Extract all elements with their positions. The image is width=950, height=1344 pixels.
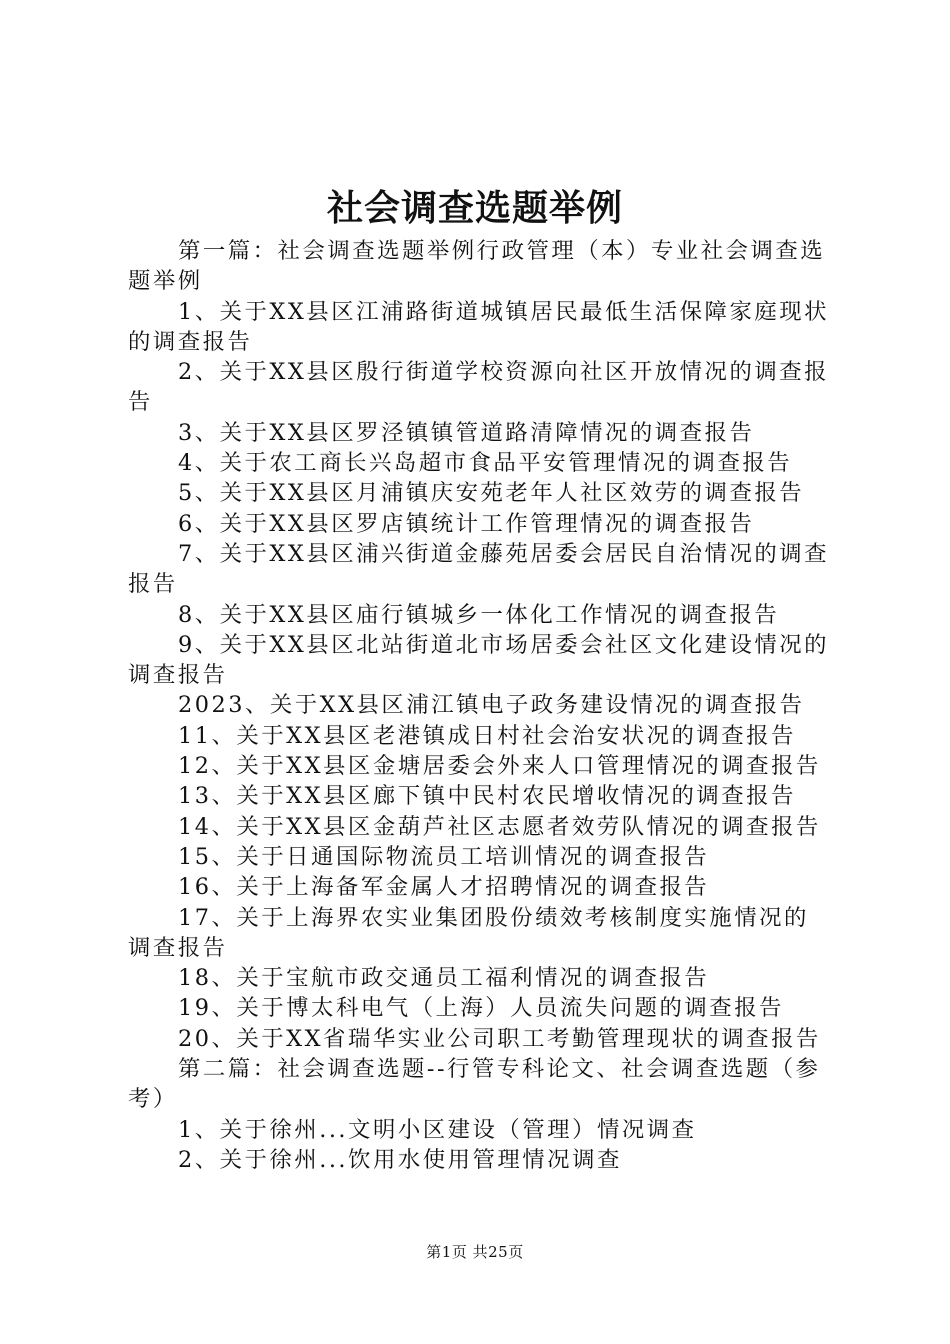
paragraph: 19、关于博太科电气（上海）人员流失问题的调查报告 bbox=[178, 995, 784, 1022]
paragraph: 20、关于XX省瑞华实业公司职工考勤管理现状的调查报告 bbox=[178, 1025, 821, 1052]
paragraph: 2、关于XX县区殷行街道学校资源向社区开放情况的调查报告 bbox=[128, 359, 830, 416]
paragraph: 2023、关于XX县区浦江镇电子政务建设情况的调查报告 bbox=[178, 692, 805, 719]
paragraph: 15、关于日通国际物流员工培训情况的调查报告 bbox=[178, 843, 710, 870]
document-title: 社会调查选题举例 bbox=[326, 187, 623, 229]
paragraph: 1、关于XX县区江浦路街道城镇居民最低生活保障家庭现状的调查报告 bbox=[128, 298, 830, 355]
paragraph: 18、关于宝航市政交通员工福利情况的调查报告 bbox=[178, 965, 710, 992]
page-number-footer: 第1页 共25页 bbox=[426, 1243, 524, 1261]
paragraph: 2、关于徐州...饮用水使用管理情况调查 bbox=[178, 1146, 622, 1173]
paragraph: 6、关于XX县区罗店镇统计工作管理情况的调查报告 bbox=[178, 510, 755, 537]
document-body bbox=[128, 236, 832, 1175]
paragraph: 4、关于农工商长兴岛超市食品平安管理情况的调查报告 bbox=[178, 450, 793, 477]
paragraph: 1、关于徐州...文明小区建设（管理）情况调查 bbox=[178, 1116, 697, 1143]
paragraph: 3、关于XX县区罗泾镇镇管道路清障情况的调查报告 bbox=[178, 419, 755, 446]
paragraph: 7、关于XX县区浦兴街道金藤苑居委会居民自治情况的调查报告 bbox=[128, 540, 830, 598]
paragraph: 9、关于XX县区北站街道北市场居委会社区文化建设情况的调查报告 bbox=[128, 631, 830, 689]
paragraph: 13、关于XX县区廊下镇中民村农民增收情况的调查报告 bbox=[178, 783, 796, 810]
paragraph: 14、关于XX县区金葫芦社区志愿者效劳队情况的调查报告 bbox=[178, 813, 821, 840]
paragraph: 16、关于上海备军金属人才招聘情况的调查报告 bbox=[178, 874, 710, 901]
paragraph: 11、关于XX县区老港镇成日村社会治安状况的调查报告 bbox=[178, 722, 796, 749]
paragraph: 17、关于上海界农实业集团股份绩效考核制度实施情况的调查报告 bbox=[128, 904, 809, 961]
paragraph: 12、关于XX县区金塘居委会外来人口管理情况的调查报告 bbox=[178, 753, 821, 780]
paragraph: 第二篇：社会调查选题--行管专科论文、社会调查选题（参考） bbox=[128, 1056, 821, 1113]
paragraph: 8、关于XX县区庙行镇城乡一体化工作情况的调查报告 bbox=[178, 601, 780, 628]
paragraph: 5、关于XX县区月浦镇庆安苑老年人社区效劳的调查报告 bbox=[178, 480, 805, 507]
paragraph: 第一篇：社会调查选题举例行政管理（本）专业社会调查选题举例 bbox=[128, 238, 826, 295]
